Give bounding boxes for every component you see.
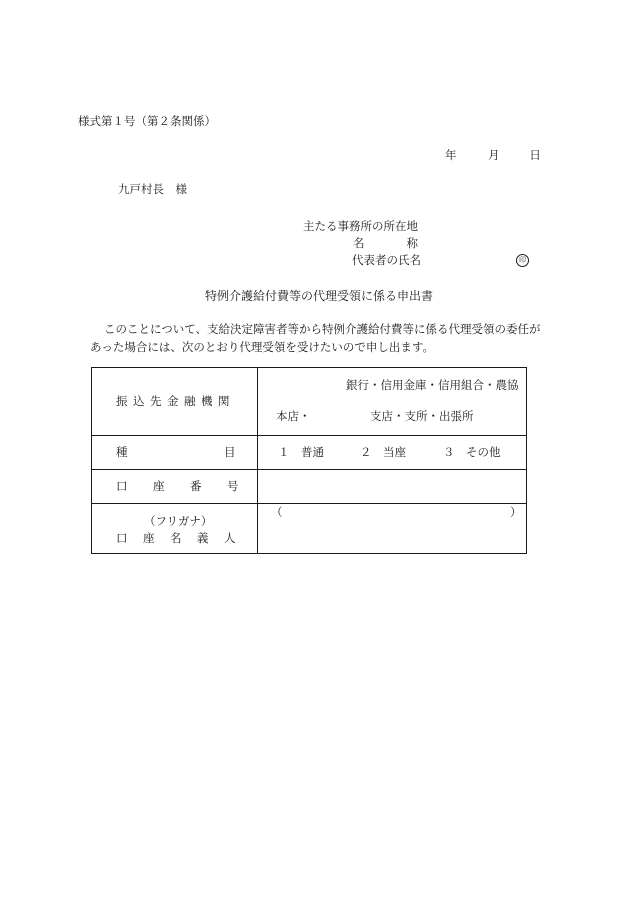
organization-name-label bbox=[353, 236, 418, 251]
date-line bbox=[445, 148, 541, 163]
body-text-line-2: あった場合には、次のとおり代理受領を受けたいので申し出ます。 bbox=[90, 340, 434, 354]
furigana-paren-open: （ bbox=[271, 505, 283, 519]
date-month-label: 月 bbox=[488, 148, 500, 162]
office-address-label: 主たる事務所の所在地 bbox=[303, 219, 418, 233]
account-type-option-current[interactable]: ２ 当座 bbox=[360, 445, 406, 459]
body-text-line-1: このことについて、支給決定障害者等から特例介護給付費等に係る代理受領の委任が bbox=[104, 322, 541, 336]
account-type-option-ordinary[interactable]: １ 普通 bbox=[278, 445, 324, 459]
account-number-char: 番 bbox=[190, 479, 202, 493]
account-number-label bbox=[116, 479, 239, 494]
branch-type-options: 支店・支所・出張所 bbox=[370, 409, 474, 423]
account-holder-char: 人 bbox=[224, 531, 236, 545]
name-label-part-b: 称 bbox=[406, 236, 418, 250]
table-row-divider bbox=[92, 503, 526, 504]
table-row-divider bbox=[92, 469, 526, 470]
table-row-divider bbox=[92, 435, 526, 436]
date-day-label: 日 bbox=[529, 148, 541, 162]
seal-icon: 印 bbox=[516, 254, 529, 267]
account-holder-char: 名 bbox=[170, 531, 182, 545]
account-holder-char: 義 bbox=[197, 531, 209, 545]
table-column-divider bbox=[257, 368, 258, 553]
account-type-label-a: 種 bbox=[116, 445, 128, 459]
bank-account-table bbox=[91, 367, 527, 554]
account-holder-label bbox=[116, 531, 236, 546]
furigana-label: （フリガナ） bbox=[144, 514, 213, 528]
account-number-char: 号 bbox=[227, 479, 239, 493]
form-number: 様式第１号（第２条関係） bbox=[78, 114, 216, 128]
account-number-char: 座 bbox=[153, 479, 165, 493]
bank-label: 振込先金融機関 bbox=[116, 394, 235, 408]
account-type-label-b: 目 bbox=[224, 445, 236, 459]
document-title: 特例介護給付費等の代理受領に係る申出書 bbox=[205, 289, 434, 303]
head-office-label: 本店・ bbox=[276, 409, 311, 423]
date-year-label: 年 bbox=[445, 148, 457, 162]
furigana-paren-close: ） bbox=[510, 505, 522, 519]
account-type-option-other[interactable]: ３ その他 bbox=[443, 445, 501, 459]
account-holder-char: 座 bbox=[143, 531, 155, 545]
account-holder-char: 口 bbox=[116, 531, 128, 545]
addressee: 九戸村長 様 bbox=[118, 182, 187, 196]
bank-type-options: 銀行・信用金庫・信用組合・農協 bbox=[346, 378, 519, 392]
name-label-part-a: 名 bbox=[353, 236, 365, 250]
representative-label: 代表者の氏名 bbox=[352, 253, 421, 267]
account-number-char: 口 bbox=[116, 479, 128, 493]
